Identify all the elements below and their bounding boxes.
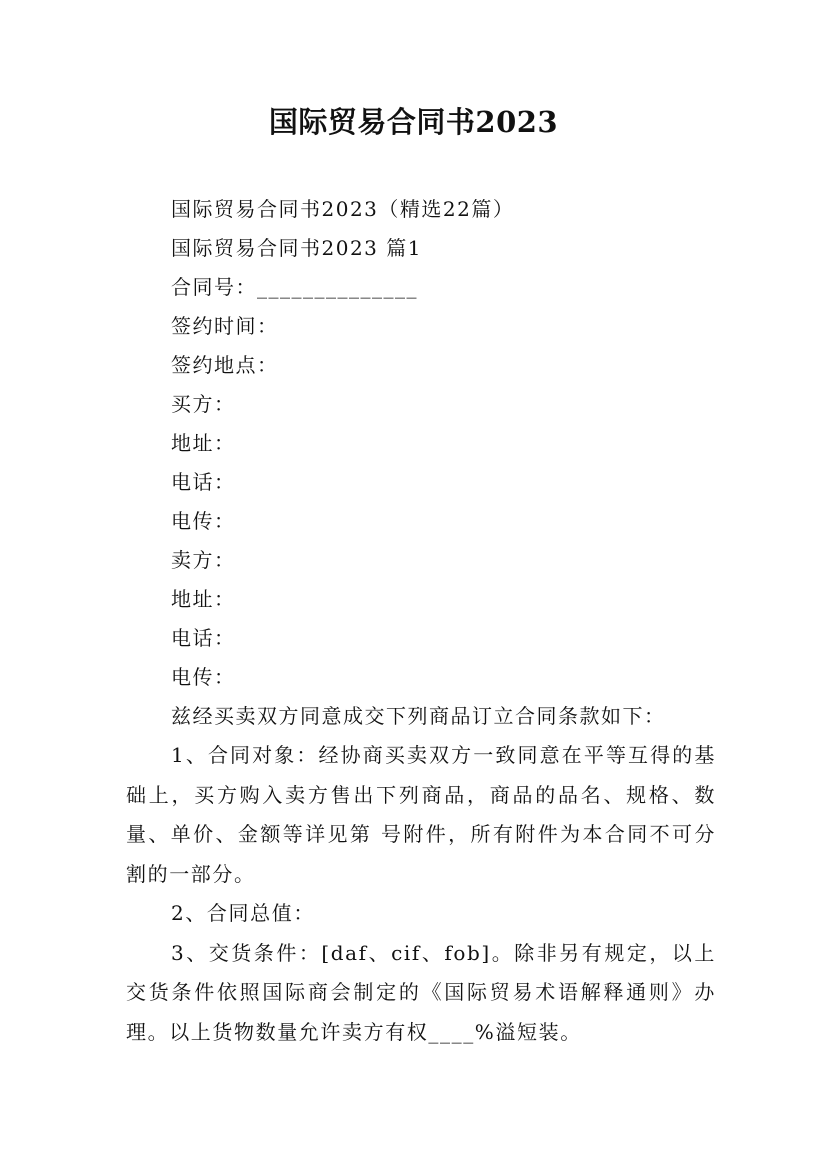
document-body — [126, 190, 716, 1052]
text-line-buyer-telex: 电传： — [171, 509, 236, 533]
text-line-seller-telex: 电传： — [171, 665, 236, 689]
paragraph-contract-object: 1、合同对象：经协商买卖双方一致同意在平等互得的基础上，买方购入卖方售出下列商品，商品的品名、规格、数量、单价、金额等详见第 号附件，所有附件为本合同不可分割的一部分。 — [126, 743, 716, 886]
text-line-buyer-address: 地址： — [171, 431, 236, 455]
text-line-buyer-phone: 电话： — [171, 470, 236, 494]
text-line-seller: 卖方： — [171, 548, 236, 572]
text-line-subtitle: 国际贸易合同书2023（精选22篇） — [171, 197, 515, 221]
text-line-signing-place: 签约地点： — [171, 353, 279, 377]
text-line-signing-time: 签约时间： — [171, 314, 279, 338]
paragraph-contract-total: 2、合同总值： — [171, 901, 315, 925]
text-line-agreement-intro: 兹经买卖双方同意成交下列商品订立合同条款如下： — [171, 704, 666, 728]
text-line-buyer: 买方： — [171, 392, 236, 416]
text-line-contract-number: 合同号：______________ — [171, 275, 418, 299]
text-line-seller-address: 地址： — [171, 587, 236, 611]
text-line-seller-phone: 电话： — [171, 626, 236, 650]
text-line-section-heading: 国际贸易合同书2023 篇1 — [171, 236, 422, 260]
paragraph-delivery-terms: 3、交货条件：[daf、cif、fob]。除非另有规定，以上交货条件依照国际商会制定的《国际贸易术语解释通则》办理。以上货物数量允许卖方有权____%溢短装。 — [126, 940, 716, 1044]
document-title: 国际贸易合同书2023 — [268, 105, 559, 139]
